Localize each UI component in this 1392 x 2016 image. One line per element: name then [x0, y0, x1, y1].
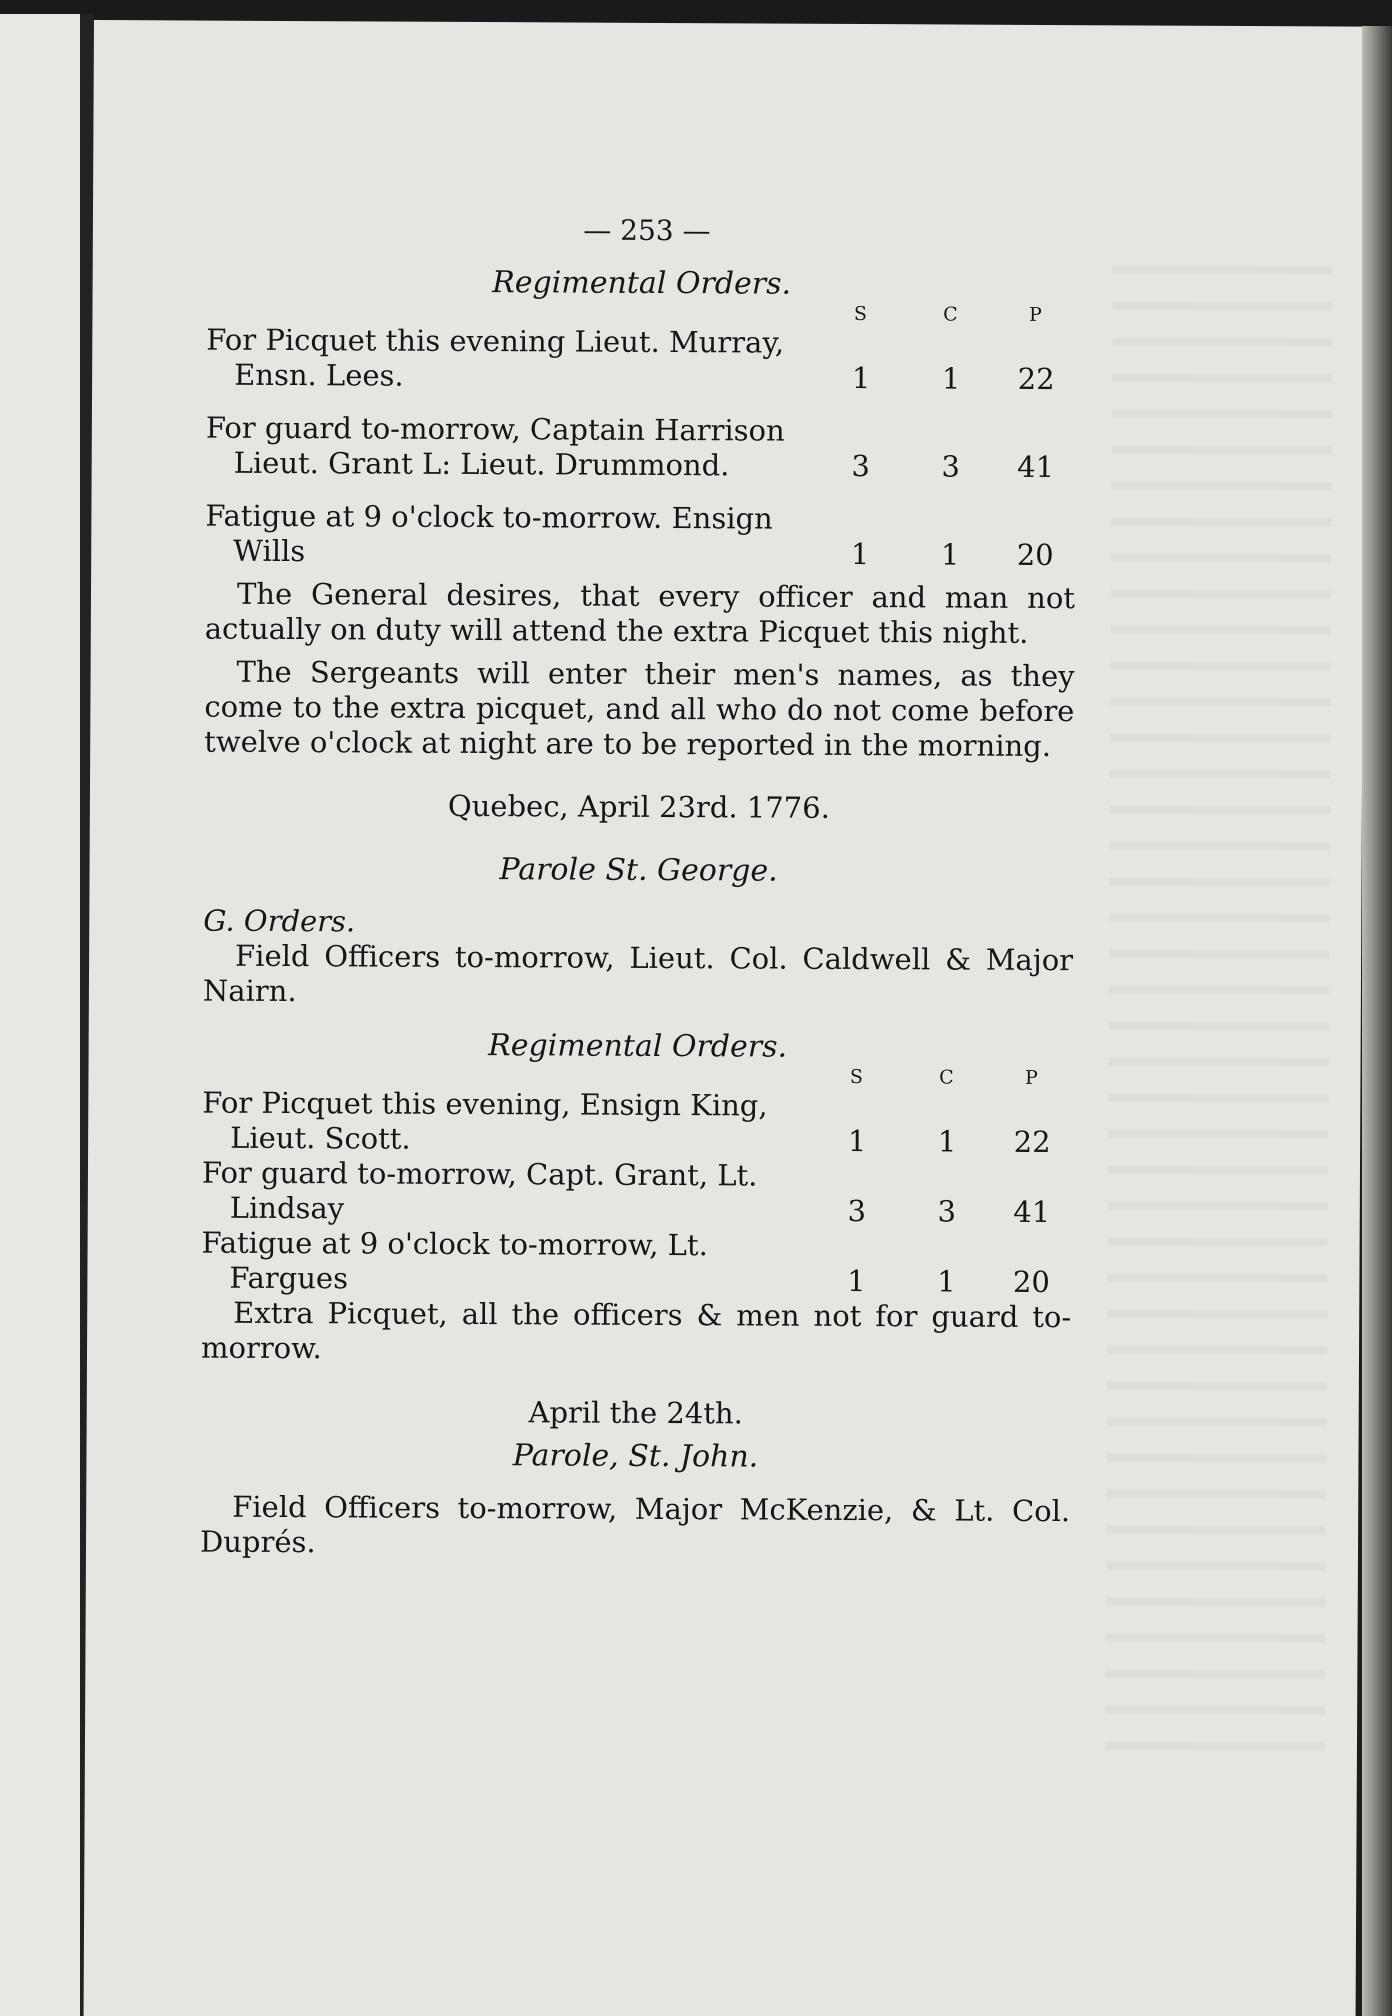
- regimental-orders-heading: Regimental Orders.: [492, 265, 792, 302]
- duty-s: 3: [851, 448, 870, 484]
- duty-p: 41: [1013, 1194, 1051, 1230]
- dateline-april-24: April the 24th.: [528, 1395, 743, 1431]
- g-orders-heading: G. Orders.: [203, 903, 356, 939]
- duty-p: 41: [1017, 449, 1055, 485]
- book-page: [84, 20, 1366, 2016]
- extra-picquet-paragraph: Extra Picquet, all the officers & men not for guard to-morrow.: [200, 1295, 1072, 1366]
- duty-p: 20: [1016, 537, 1054, 573]
- col-header-s: S: [853, 302, 870, 326]
- duty-row: [206, 411, 1076, 486]
- duty-row: [201, 1226, 1071, 1301]
- duty-text: For guard to-morrow, Captain Harrison Lieut. Grant L: Lieut. Drummond.: [205, 410, 785, 483]
- duty-s: 3: [847, 1193, 867, 1229]
- duty-s: 1: [851, 360, 871, 396]
- sergeants-paragraph: The Sergeants will enter their men's names, as they come to the extra picquet, and all who do not come before twelve o'clock at night are to be reported in the morning.: [204, 654, 1075, 764]
- duty-p: 22: [1013, 1124, 1051, 1160]
- parole-st-george: Parole St. George.: [499, 852, 778, 889]
- duty-row: [202, 1086, 1072, 1161]
- col-header-c: C: [943, 303, 960, 326]
- duty-row: [206, 323, 1076, 398]
- duty-c: 3: [941, 449, 960, 484]
- duty-row: [202, 1156, 1072, 1231]
- facing-page-edge: [0, 14, 86, 2016]
- duty-c: 1: [937, 1124, 957, 1159]
- duty-c: 1: [941, 361, 961, 396]
- duty-text: For Picquet this evening Lieut. Murray, Ensn. Lees.: [206, 322, 785, 393]
- duty-text: For guard to-morrow, Capt. Grant, Lt. Lindsay: [201, 1155, 758, 1226]
- regimental-orders-heading: Regimental Orders.: [488, 1028, 788, 1065]
- dateline-april-23: Quebec, April 23rd. 1776.: [447, 788, 830, 825]
- duty-s: 1: [847, 1123, 867, 1159]
- duty-c: 1: [940, 537, 960, 572]
- duty-row: [205, 499, 1075, 574]
- duty-text: For Picquet this evening, Ensign King, Lieut. Scott.: [202, 1085, 768, 1156]
- duty-p: 20: [1012, 1264, 1050, 1300]
- duty-text: Fatigue at 9 o'clock to-morrow, Lt. Fargues: [201, 1225, 708, 1296]
- col-header-s: S: [849, 1065, 866, 1089]
- field-officers-paragraph: Field Officers to-morrow, Major McKenzie, & Lt. Col. Duprés.: [199, 1489, 1071, 1560]
- duty-text: Fatigue at 9 o'clock to-morrow. Ensign Wills: [205, 498, 773, 569]
- duty-s: 1: [850, 536, 870, 572]
- duty-s: 1: [847, 1263, 866, 1299]
- col-header-p: P: [1025, 1066, 1040, 1089]
- page-content: [200, 211, 1077, 1565]
- general-desires-paragraph: The General desires, that every officer and man not actually on duty will attend the extra Picquet this night.: [204, 576, 1076, 650]
- page-number: — 253 —: [583, 213, 711, 248]
- col-header-p: P: [1029, 303, 1044, 326]
- parole-st-john: Parole, St. John.: [512, 1438, 759, 1475]
- duty-c: 1: [937, 1264, 956, 1299]
- col-header-c: C: [939, 1066, 956, 1089]
- duty-p: 22: [1017, 361, 1055, 397]
- show-through-text: [1105, 265, 1333, 1766]
- page-stack-edge: [1362, 26, 1392, 2016]
- duty-c: 3: [937, 1194, 957, 1229]
- field-officers-paragraph: Field Officers to-morrow, Lieut. Col. Caldwell & Major Nairn.: [202, 938, 1074, 1009]
